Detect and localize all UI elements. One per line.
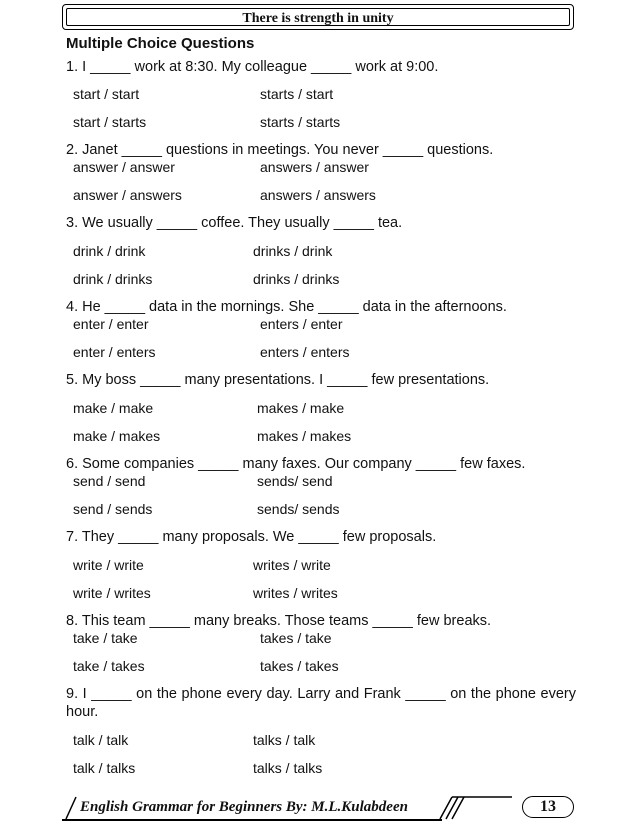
option-7b: writes / write (253, 557, 331, 573)
question-9: 9. I _____ on the phone every day. Larry and Frank _____ on the phone every hour. (66, 686, 576, 720)
option-1b: starts / start (260, 86, 334, 102)
option-4a: enter / enter (73, 316, 149, 332)
option-3d: drinks / drinks (253, 271, 340, 287)
header-title: There is strength in unity (242, 11, 394, 26)
option-6c: send / sends (73, 501, 153, 517)
option-8a: take / take (73, 630, 138, 646)
question-3: 3. We usually _____ coffee. They usually _____ tea. (66, 215, 403, 231)
question-7: 7. They _____ many proposals. We _____ few proposals. (66, 529, 437, 545)
option-5d: makes / makes (257, 428, 352, 444)
option-8c: take / takes (73, 658, 145, 674)
option-6d: sends/ sends (257, 501, 340, 517)
option-9b: talks / talk (253, 732, 316, 748)
option-9d: talks / talks (253, 760, 323, 776)
option-1a: start / start (73, 86, 140, 102)
option-5c: make / makes (73, 428, 161, 444)
option-7a: write / write (73, 557, 144, 573)
option-8d: takes / takes (260, 658, 339, 674)
option-3a: drink / drink (73, 243, 146, 259)
option-2c: answer / answers (73, 187, 182, 203)
option-6b: sends/ send (257, 473, 333, 489)
section-title: Multiple Choice Questions (66, 35, 255, 52)
option-1c: start / starts (73, 114, 147, 130)
option-3b: drinks / drink (253, 243, 333, 259)
option-1d: starts / starts (260, 114, 341, 130)
footer-text: English Grammar for Beginners By: M.L.Kulabdeen (80, 799, 408, 815)
option-9c: talk / talks (73, 760, 136, 776)
question-4: 4. He _____ data in the mornings. She _____ data in the afternoons. (66, 299, 507, 315)
footer-bar (62, 795, 574, 821)
option-6a: send / send (73, 473, 146, 489)
question-5: 5. My boss _____ many presentations. I _____ few presentations. (66, 372, 490, 388)
header-banner (62, 4, 574, 30)
question-2: 2. Janet _____ questions in meetings. You never _____ questions. (66, 142, 494, 158)
option-2d: answers / answers (260, 187, 376, 203)
option-8b: takes / take (260, 630, 332, 646)
option-5b: makes / make (257, 400, 345, 416)
footer-left-slash (62, 795, 78, 821)
question-1: 1. I _____ work at 8:30. My colleague _____ work at 9:00. (66, 59, 439, 75)
option-9a: talk / talk (73, 732, 129, 748)
option-2b: answers / answer (260, 159, 369, 175)
footer-underline (62, 819, 442, 821)
question-8: 8. This team _____ many breaks. Those teams _____ few breaks. (66, 613, 492, 629)
option-3c: drink / drinks (73, 271, 153, 287)
option-5a: make / make (73, 400, 154, 416)
option-4d: enters / enters (260, 344, 350, 360)
footer-slash-decoration (412, 795, 512, 821)
option-4c: enter / enters (73, 344, 156, 360)
page-number: 13 (522, 796, 574, 818)
option-7c: write / writes (73, 585, 151, 601)
question-6: 6. Some companies _____ many faxes. Our company _____ few faxes. (66, 456, 526, 472)
option-4b: enters / enter (260, 316, 343, 332)
option-7d: writes / writes (253, 585, 338, 601)
option-2a: answer / answer (73, 159, 175, 175)
